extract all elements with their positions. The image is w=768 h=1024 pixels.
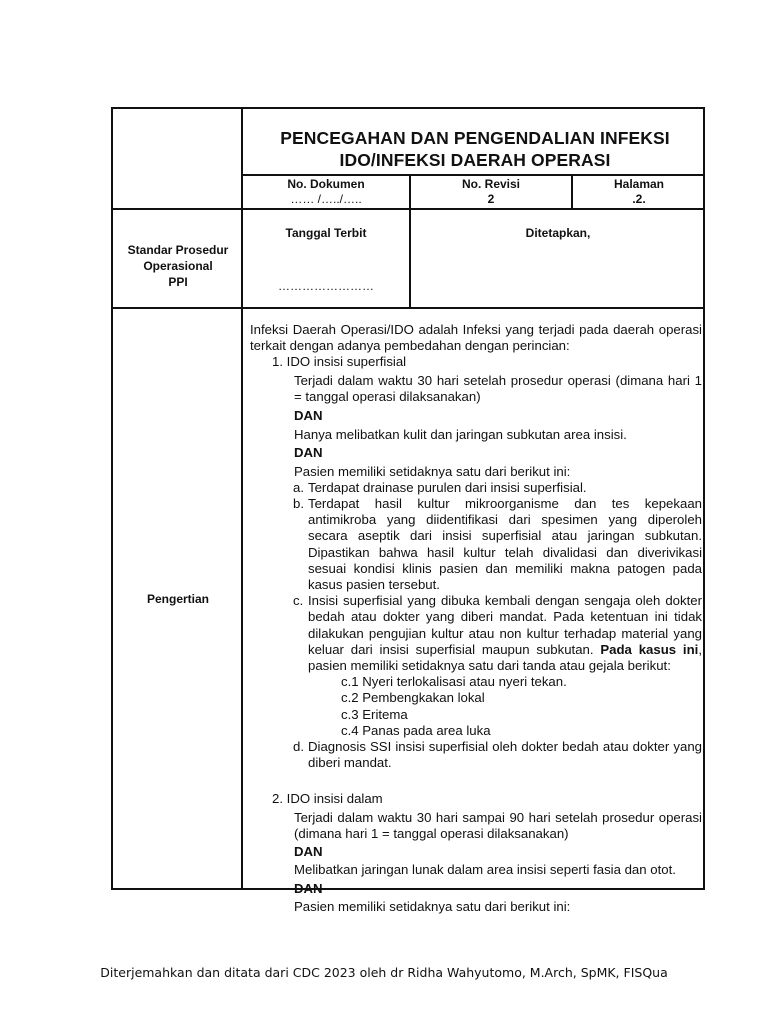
page-cell	[573, 177, 705, 207]
list-marker: b.	[293, 496, 304, 512]
definition-content	[250, 322, 702, 915]
item-2-title: 2. IDO insisi dalam	[272, 791, 383, 807]
grid-line	[113, 208, 705, 210]
item-1-paragraph-1: Terjadi dalam waktu 30 hari setelah prosedur operasi (dimana hari 1 = tanggal operasi dilaksanakan)	[294, 372, 702, 404]
issue-date-cell	[243, 226, 409, 294]
footer-credit: Diterjemahkan dan ditata dari CDC 2023 oleh dr Ridha Wahyutomo, M.Arch, SpMK, FISQua	[100, 965, 668, 980]
item-2-paragraph-3: Pasien memiliki setidaknya satu dari berikut ini:	[294, 898, 571, 914]
list-marker: c.	[293, 593, 304, 609]
grid-line	[113, 307, 705, 309]
doc-number-cell	[243, 177, 409, 207]
item-2-paragraph-1: Terjadi dalam waktu 30 hari sampai 90 hari setelah prosedur operasi (dimana hari 1 = tanggal operasi dilaksanakan)	[294, 809, 702, 841]
list-item-b	[250, 496, 702, 593]
list-marker: d.	[293, 739, 304, 755]
intro-paragraph: Infeksi Daerah Operasi/IDO adalah Infeksi yang terjadi pada daerah operasi terkait dengan adanya pembedahan dengan perincian:	[250, 322, 702, 354]
revision-value: 2	[487, 192, 495, 206]
title-line-1: PENCEGAHAN DAN PENGENDALIAN INFEKSI	[280, 128, 670, 148]
established-label: Ditetapkan,	[525, 226, 591, 240]
item-1-title: 1. IDO insisi superfisial	[272, 354, 407, 370]
sub-item-c2: c.2 Pembengkakan lokal	[341, 690, 485, 706]
list-marker: a.	[293, 479, 304, 495]
item-1-paragraph-2: Hanya melibatkan kulit dan jaringan subkutan area insisi.	[294, 427, 627, 443]
and-label: DAN	[294, 880, 323, 896]
sop-line-1: Standar Prosedur	[127, 243, 229, 257]
issue-date-label: Tanggal Terbit	[285, 226, 367, 240]
sub-item-c3: c.3 Eritema	[341, 706, 408, 722]
title-line-2: IDO/INFEKSI DAERAH OPERASI	[339, 150, 611, 170]
page-label: Halaman	[613, 177, 665, 191]
sub-item-c1: c.1 Nyeri terlokalisasi atau nyeri tekan.	[341, 674, 567, 690]
list-item-c	[250, 593, 702, 674]
page-value: .2.	[632, 192, 646, 206]
revision-label: No. Revisi	[461, 177, 521, 191]
item-2-paragraph-2: Melibatkan jaringan lunak dalam area insisi seperti fasia dan otot.	[294, 862, 676, 878]
list-item-d	[250, 739, 702, 771]
list-item-text: Insisi superfisial yang dibuka kembali dengan sengaja oleh dokter bedah atau dokter yang diberi mandat. Pada ketentuan ini tidak dilakukan pengujian kultur atau non kultur terhadap material yang keluar dari insisi superfisial maupun subkutan.	[308, 593, 702, 657]
section-label: Pengertian	[146, 592, 209, 606]
list-item-text: Terdapat drainase purulen dari insisi superfisial.	[308, 479, 587, 495]
bold-phrase: Pada kasus ini	[600, 641, 699, 657]
list-item-text: Diagnosis SSI insisi superfisial oleh dokter bedah atau dokter yang diberi mandat.	[308, 739, 702, 771]
sop-line-2: Operasional	[143, 259, 213, 273]
list-item-text: Terdapat hasil kultur mikroorganisme dan tes kepekaan antimikroba yang diidentifikasi dari spesimen yang diperoleh secara aseptik dari insisi superfisial atau jaringan subkutan. Dipastikan bahwa hasil kultur telah divalidasi dan diverivikasi sesuai kondisi klinis pasien dan memiliki makna patogen pada kasus pasien tersebut.	[308, 496, 702, 593]
sop-label	[113, 242, 243, 290]
item-1-paragraph-3: Pasien memiliki setidaknya satu dari berikut ini:	[294, 463, 571, 479]
list-item-text: , pasien memiliki setidaknya satu dari tanda atau gejala berikut:	[308, 641, 702, 674]
sop-line-3: PPI	[168, 275, 188, 289]
sop-document-table	[111, 107, 705, 914]
issue-date-value: ……………………	[278, 279, 374, 293]
and-label: DAN	[294, 844, 323, 860]
document-title	[243, 127, 707, 171]
list-item-a	[250, 480, 702, 496]
revision-cell	[411, 177, 571, 207]
sub-item-c4: c.4 Panas pada area luka	[341, 722, 491, 738]
and-label: DAN	[294, 408, 323, 424]
established-cell	[411, 226, 705, 241]
doc-number-value: …… /…../…..	[290, 192, 362, 206]
grid-line	[243, 174, 705, 176]
and-label: DAN	[294, 445, 323, 461]
doc-number-label: No. Dokumen	[287, 177, 365, 191]
